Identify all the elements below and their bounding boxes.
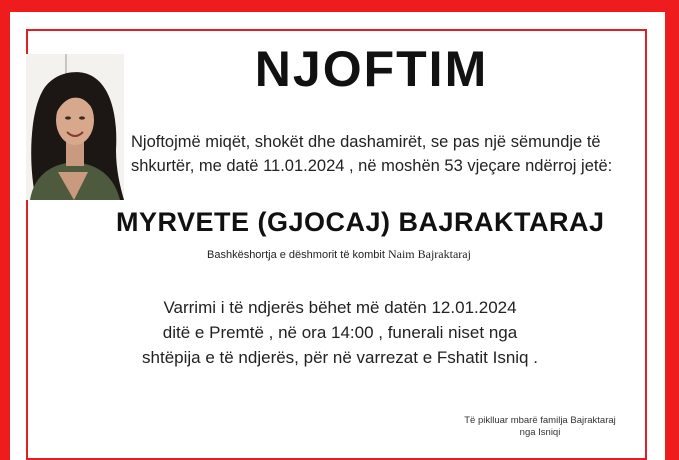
deceased-name: MYRVETE (GJOCAJ) BAJRAKTARAJ <box>116 207 605 237</box>
notice-paper <box>10 12 665 460</box>
announcement-text <box>131 130 631 178</box>
subtitle-husband-name: Naim Bajraktaraj <box>387 247 471 261</box>
signoff-line-2: nga Isniqi <box>519 427 561 438</box>
announcement-line-1: Njoftojmë miqët, shokët dhe dashamirët, se pas një sëmundje të <box>131 133 601 151</box>
announcement-line-2: shkurtër, me datë 11.01.2024 , në moshën 53 vjeçare ndërroj jetë: <box>131 157 613 175</box>
notice-title: NJOFTIM <box>254 41 489 97</box>
funeral-line-2: ditë e Premtë , në ora 14:00 , funerali niset nga <box>162 323 518 342</box>
subtitle-prefix: Bashkëshortja e dëshmorit të kombit <box>207 249 385 261</box>
deceased-subtitle <box>207 247 637 262</box>
funeral-line-1: Varrimi i të ndjerës bëhet më datën 12.01.2024 <box>163 298 517 317</box>
funeral-line-3: shtëpija e të ndjerës, për në varrezat e Fshatit Isniq . <box>142 348 538 367</box>
family-signoff <box>440 415 640 439</box>
signoff-line-1: Të piklluar mbarë familja Bajraktaraj <box>464 415 616 426</box>
funeral-details <box>90 295 590 370</box>
